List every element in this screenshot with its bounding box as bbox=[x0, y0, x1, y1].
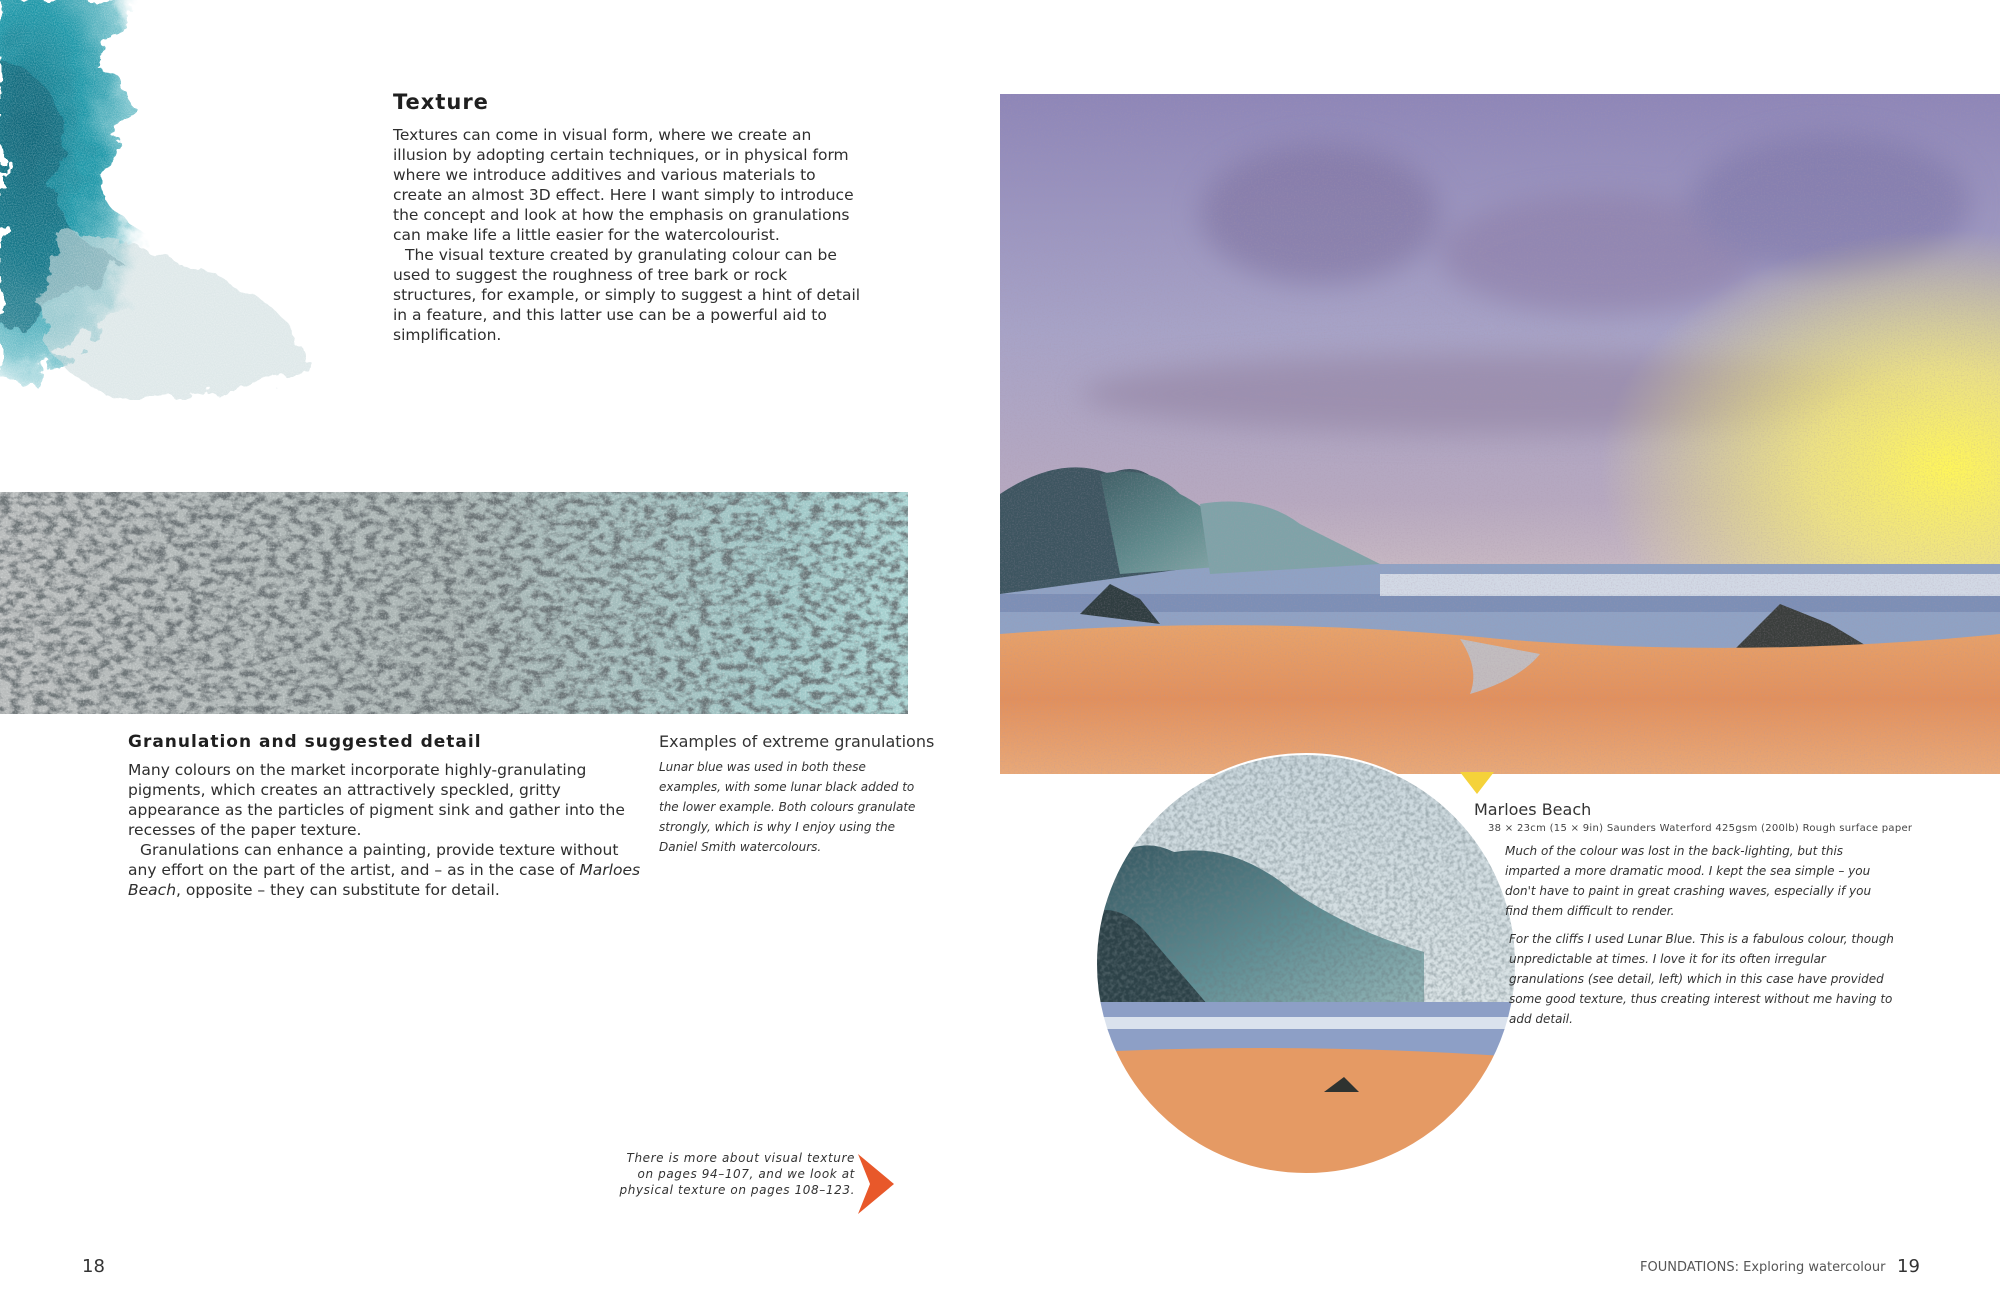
painting-caption-title: Marloes Beach bbox=[1474, 800, 1592, 819]
arrow-right-icon bbox=[856, 1152, 896, 1216]
teal-watercolour-wash bbox=[0, 0, 460, 400]
marloes-beach-painting bbox=[1000, 94, 2000, 774]
running-head: FOUNDATIONS: Exploring watercolour bbox=[1640, 1260, 1886, 1275]
painting-caption-paragraph-1: Much of the colour was lost in the back-lighting, but this imparted a more dramatic mood. I kept the sea simple – you don't have to paint in great crashing waves, especially if you find them difficult to render. bbox=[1505, 844, 1872, 918]
granulation-body-text bbox=[128, 760, 648, 900]
granulation-paragraph-2 bbox=[128, 840, 648, 900]
painting-caption-spec: 38 × 23cm (15 × 9in) Saunders Waterford 425gsm (200lb) Rough surface paper bbox=[1488, 823, 1913, 834]
painting-caption-body bbox=[1505, 841, 1895, 1037]
cross-reference-line-2: on pages 94–107, and we look at bbox=[637, 1167, 855, 1181]
caption-pointer-icon bbox=[1460, 772, 1494, 794]
cross-reference-line-3: physical texture on pages 108–123. bbox=[619, 1183, 855, 1197]
examples-caption: Lunar blue was used in both these examples, with some lunar black added to the lower example. Both colours granulate strongly, which is why I enjoy using the Daniel Smith watercolours. bbox=[659, 760, 916, 854]
granulation-heading: Granulation and suggested detail bbox=[128, 732, 482, 752]
examples-title: Examples of extreme granulations bbox=[659, 732, 935, 751]
page-number-left: 18 bbox=[82, 1256, 105, 1277]
granulation-paragraph-2-end: , opposite – they can substitute for detail. bbox=[176, 881, 500, 899]
granulation-paragraph-1: Many colours on the market incorporate highly-granulating pigments, which creates an attractively speckled, gritty appearance as the particles of pigment sink and gather into the recesses of the paper texture. bbox=[128, 761, 625, 839]
painting-detail-circle bbox=[1094, 752, 1518, 1176]
cross-reference-line-1: There is more about visual texture bbox=[626, 1151, 855, 1165]
granulation-texture-swatch bbox=[0, 492, 908, 714]
texture-heading: Texture bbox=[393, 90, 489, 114]
texture-paragraph-2: The visual texture created by granulating colour can be used to suggest the roughness of tree bark or rock structures, for example, or simply to suggest a hint of detail in a feature, and this latter use can be a powerful aid to simplification. bbox=[393, 246, 861, 344]
texture-paragraph-1: Textures can come in visual form, where we create an illusion by adopting certain techniques, or in physical form where we introduce additives and various materials to create an almost 3D effect. Here I want simply to introduce the concept and look at how the emphasis on granulations can make life a little easier for the watercolourist. bbox=[393, 126, 854, 244]
granulation-paragraph-2-start: Granulations can enhance a painting, provide texture without any effort on the part of the artist, and – as in the case of bbox=[128, 841, 619, 879]
painting-caption-paragraph-2: For the cliffs I used Lunar Blue. This is a fabulous colour, though unpredictable at times. I love it for its often irregular granulations (see detail, left) which in this case have provided some good texture, thus creating interest without me having to add detail. bbox=[1509, 932, 1894, 1026]
texture-body-text bbox=[393, 125, 863, 345]
page-number-right: 19 bbox=[1897, 1256, 1920, 1277]
cross-reference-note bbox=[600, 1150, 855, 1198]
painting-title-reference: Marloes Beach bbox=[128, 861, 641, 899]
